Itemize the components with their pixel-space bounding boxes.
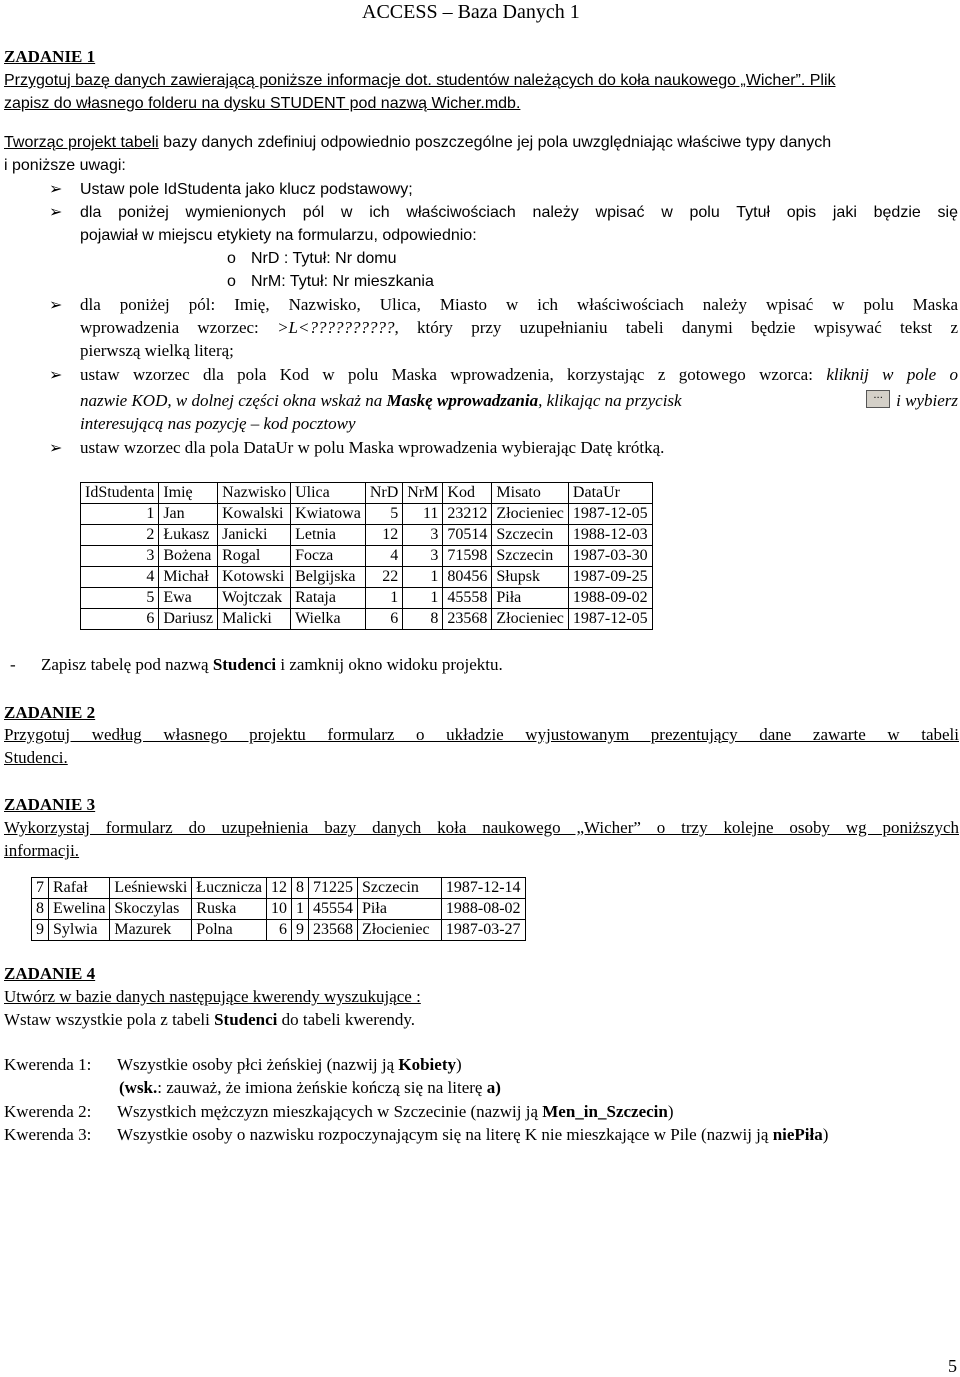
query-text: ) — [822, 1125, 829, 1144]
hint-text: (wsk. — [119, 1078, 158, 1097]
arrow-bullet-icon: ➢ — [49, 295, 63, 314]
table-cell: 1988-08-02 — [441, 899, 525, 920]
query-text: Wszystkie osoby o nazwisku rozpoczynającym się na literę K nie mieszkające w Pile (nazwij ją — [117, 1125, 773, 1144]
table-cell: Ewa — [159, 588, 218, 609]
bullet-mask-line3: pierwszą wielką literą; — [80, 341, 234, 360]
table-cell: 10 — [267, 899, 292, 920]
table-row — [81, 588, 653, 609]
table-cell: Michał — [159, 567, 218, 588]
table-cell: Bożena — [159, 546, 218, 567]
table-cell: Łukasz — [159, 525, 218, 546]
instruction-text: i zamknij okno widoku projektu. — [276, 655, 503, 674]
column-header: DataUr — [568, 483, 652, 504]
bullet-kod-line2 — [80, 390, 958, 412]
bullet-text: jako klucz podstawowy; — [241, 181, 413, 198]
table-row — [81, 609, 653, 630]
table-cell: 6 — [365, 609, 402, 630]
table-cell: 8 — [32, 899, 49, 920]
bullet-title-line1: dla poniżej wymienionych pól w ich właściwościach należy wpisać w polu Tytuł opis jaki będzie się — [80, 204, 958, 221]
table-cell: 12 — [267, 878, 292, 899]
bullet-text: wprowadzenia wzorzec: — [80, 318, 278, 337]
table-cell: 4 — [365, 546, 402, 567]
table-cell: 1988-09-02 — [568, 588, 652, 609]
bullet-text: ustaw wzorzec dla pola Kod w polu Maska wprowadzenia, korzystając z gotowego wzorca: — [80, 365, 827, 384]
table-cell: Wojtczak — [218, 588, 291, 609]
query-text: ) — [455, 1055, 462, 1074]
field-name: IdStudenta — [163, 181, 241, 198]
table-cell: 45554 — [309, 899, 358, 920]
table-cell: Polna — [192, 920, 267, 941]
table-cell: 80456 — [443, 567, 492, 588]
query-text: Wszystkie osoby płci żeńskiej (nazwij ją — [117, 1055, 399, 1074]
task1-para-line1 — [4, 132, 831, 154]
table-row — [81, 567, 653, 588]
table-cell: Janicki — [218, 525, 291, 546]
table-cell: Kotowski — [218, 567, 291, 588]
table-cell: 6 — [81, 609, 159, 630]
para-text: bazy danych zdefiniuj odpowiednio poszczególne jej pola uwzględniając właściwe typy danych — [158, 134, 832, 151]
bullet-primary-key — [80, 179, 413, 201]
table-cell: Piła — [492, 588, 569, 609]
query2-label: Kwerenda 2: — [4, 1102, 92, 1121]
table-cell: 1 — [81, 504, 159, 525]
task2-line1: Przygotuj według własnego projektu formularz o układzie wyjustowanym prezentujący dane zawarte w tabeli — [4, 725, 959, 744]
table-cell: Rafał — [49, 878, 110, 899]
bullet-kod-line1 — [80, 364, 958, 386]
table-cell: 6 — [267, 920, 292, 941]
table-cell: Ruska — [192, 899, 267, 920]
table-cell: Malicki — [218, 609, 291, 630]
table-cell: 1 — [403, 567, 443, 588]
design-link-text: Tworząc projekt tabeli — [4, 134, 159, 151]
table-cell: 1 — [365, 588, 402, 609]
table-cell: Belgijska — [291, 567, 366, 588]
task3-title: ZADANIE 3 — [4, 795, 96, 814]
table-row — [32, 878, 526, 899]
query-text: Wszystkich mężczyzn mieszkających w Szczecinie (nazwij ją — [117, 1102, 543, 1121]
table-cell: 3 — [403, 525, 443, 546]
table-cell: 5 — [81, 588, 159, 609]
sub-bullet-marker: o — [227, 250, 236, 267]
table-cell: Wielka — [291, 609, 366, 630]
bullet-mask-line1: dla poniżej pól: Imię, Nazwisko, Ulica, Miasto w ich właściwościach należy wpisać w polu Maska — [80, 295, 958, 314]
save-instruction — [41, 654, 503, 676]
table-cell: 1987-09-25 — [568, 567, 652, 588]
table-cell: 12 — [365, 525, 402, 546]
table-cell: 1 — [292, 899, 309, 920]
table-cell: 22 — [365, 567, 402, 588]
task2-title: ZADANIE 2 — [4, 703, 96, 722]
query-name: Men_in_Szczecin — [542, 1102, 668, 1121]
task4-line1: Utwórz w bazie danych następujące kwerendy wyszukujące : — [4, 987, 421, 1006]
column-header: Misato — [492, 483, 569, 504]
table-cell: 23212 — [443, 504, 492, 525]
bullet-title-line2: pojawiał w miejscu etykiety na formularzu, odpowiednio: — [80, 227, 477, 244]
query-name: Kobiety — [398, 1055, 456, 1074]
builder-button-icon: ... — [866, 390, 890, 408]
arrow-bullet-icon: ➢ — [49, 438, 63, 457]
query-text: ) — [667, 1102, 674, 1121]
table-cell: 23568 — [443, 609, 492, 630]
table-cell: Słupsk — [492, 567, 569, 588]
table-cell: Łucznicza — [192, 878, 267, 899]
table-cell: 3 — [403, 546, 443, 567]
table-cell: 9 — [32, 920, 49, 941]
table-cell: 1 — [403, 588, 443, 609]
task2-line2: Studenci. — [4, 748, 68, 767]
table-cell: 11 — [403, 504, 443, 525]
table-cell: Piła — [358, 899, 442, 920]
table-cell: 45558 — [443, 588, 492, 609]
table-cell: Ewelina — [49, 899, 110, 920]
arrow-bullet-icon: ➢ — [49, 365, 63, 384]
table-name: Studenci — [212, 655, 277, 674]
sub-bullet-nrd: NrD : Tytuł: Nr domu — [251, 250, 397, 267]
table-cell: 70514 — [443, 525, 492, 546]
table-cell: Dariusz — [159, 609, 218, 630]
table-cell: Focza — [291, 546, 366, 567]
table-cell: 1987-03-27 — [441, 920, 525, 941]
new-students-table — [31, 877, 526, 941]
bullet-mask-line2 — [80, 317, 958, 339]
instruction-text: kliknij w pole o — [826, 365, 958, 384]
query2-text — [117, 1101, 674, 1123]
table-cell: Szczecin — [358, 878, 442, 899]
bullet-text: Ustaw pole — [80, 181, 164, 198]
bullet-kod-line3: interesującą nas pozycję – kod pocztowy — [80, 414, 356, 433]
mask-pattern: >L<?????????? — [277, 318, 395, 337]
table-cell: 1987-12-14 — [441, 878, 525, 899]
instruction-text: Zapisz tabelę pod nazwą — [41, 655, 213, 674]
table-cell: 4 — [81, 567, 159, 588]
table-row — [81, 525, 653, 546]
table-cell: 1987-12-05 — [568, 609, 652, 630]
students-table — [80, 482, 653, 630]
table-cell: Kwiatowa — [291, 504, 366, 525]
task1-para-line2: i poniższe uwagi: — [4, 157, 126, 174]
table-cell: 71225 — [309, 878, 358, 899]
table-cell: Kowalski — [218, 504, 291, 525]
instruction-text: Wstaw wszystkie pola z tabeli — [4, 1010, 215, 1029]
table-cell: Złocieniec — [492, 609, 569, 630]
query1-hint — [119, 1077, 501, 1099]
table-cell: Rataja — [291, 588, 366, 609]
table-cell: 2 — [81, 525, 159, 546]
query3-label: Kwerenda 3: — [4, 1125, 92, 1144]
task3-line2: informacji. — [4, 841, 80, 860]
table-row — [81, 546, 653, 567]
column-header: Imię — [159, 483, 218, 504]
column-header: NrM — [403, 483, 443, 504]
table-header-row — [81, 483, 653, 504]
instruction-text: do tabeli kwerendy. — [277, 1010, 416, 1029]
table-cell: 23568 — [309, 920, 358, 941]
table-row — [32, 899, 526, 920]
table-cell: Skoczylas — [110, 899, 192, 920]
table-cell: Złocieniec — [492, 504, 569, 525]
table-cell: Letnia — [291, 525, 366, 546]
table-cell: 3 — [81, 546, 159, 567]
hint-text: : zauważ, że imiona żeńskie kończą się na literę — [157, 1078, 487, 1097]
table-cell: 1988-12-03 — [568, 525, 652, 546]
page-number: 5 — [948, 1356, 957, 1376]
table-cell: Szczecin — [492, 525, 569, 546]
query-name: niePiła — [772, 1125, 823, 1144]
task1-title: ZADANIE 1 — [4, 47, 96, 66]
bullet-text: , który przy uzupełnianiu tabeli danymi będzie wpisywać tekst z — [394, 318, 958, 337]
table-cell: 8 — [403, 609, 443, 630]
task4-title: ZADANIE 4 — [4, 964, 96, 983]
task1-intro-line2: zapisz do własnego folderu na dysku STUDENT pod nazwą Wicher.mdb. — [4, 95, 521, 112]
table-cell: Leśniewski — [110, 878, 192, 899]
query1-text — [117, 1054, 462, 1076]
table-cell: 9 — [292, 920, 309, 941]
instruction-text: nazwie KOD, w dolnej części okna wskaż na Maskę wprowadzania, klikając na przycisk — [80, 391, 682, 410]
column-header: Ulica — [291, 483, 366, 504]
column-header: Nazwisko — [218, 483, 291, 504]
query3-text — [117, 1124, 828, 1146]
query1-label: Kwerenda 1: — [4, 1055, 92, 1074]
page-header: ACCESS – Baza Danych 1 — [362, 1, 580, 23]
task4-line2 — [4, 1009, 415, 1031]
table-cell: Jan — [159, 504, 218, 525]
table-cell: 1987-12-05 — [568, 504, 652, 525]
table-row — [81, 504, 653, 525]
table-name: Studenci — [214, 1010, 278, 1029]
table-cell: 8 — [292, 878, 309, 899]
table-cell: Szczecin — [492, 546, 569, 567]
column-header: Kod — [443, 483, 492, 504]
table-cell: Rogal — [218, 546, 291, 567]
sub-bullet-nrm: NrM: Tytuł: Nr mieszkania — [251, 273, 434, 290]
table-cell: Sylwia — [49, 920, 110, 941]
table-cell: 1987-03-30 — [568, 546, 652, 567]
arrow-bullet-icon: ➢ — [49, 179, 63, 198]
table-cell: 71598 — [443, 546, 492, 567]
task1-intro-line1: Przygotuj bazę danych zawierającą poniższe informacje dot. studentów należących do koła naukowego „Wicher”. Plik — [4, 72, 836, 89]
table-cell: 7 — [32, 878, 49, 899]
table-row — [32, 920, 526, 941]
save-dash: - — [10, 655, 16, 674]
table-cell: Złocieniec — [358, 920, 442, 941]
column-header: IdStudenta — [81, 483, 159, 504]
instruction-text: i wybierz — [896, 391, 958, 410]
table-cell: Mazurek — [110, 920, 192, 941]
task3-line1: Wykorzystaj formularz do uzupełnienia bazy danych koła naukowego „Wicher” o trzy kolejne osoby wg poniższych — [4, 818, 959, 837]
table-cell: 5 — [365, 504, 402, 525]
bullet-dataur: ustaw wzorzec dla pola DataUr w polu Maska wprowadzenia wybierając Datę krótką. — [80, 438, 665, 457]
sub-bullet-marker: o — [227, 273, 236, 290]
arrow-bullet-icon: ➢ — [49, 202, 63, 221]
hint-text: a) — [486, 1078, 501, 1097]
column-header: NrD — [365, 483, 402, 504]
